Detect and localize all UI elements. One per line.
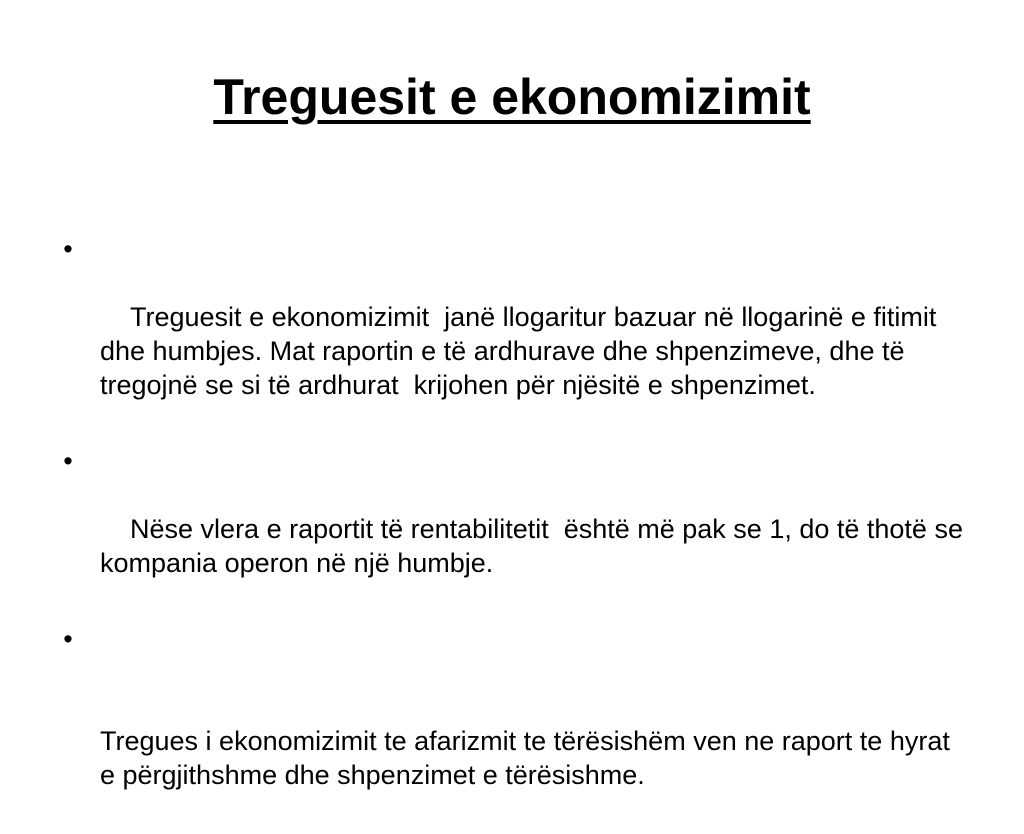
bullet-item [58,444,971,614]
bullet-icon: • [63,624,73,654]
bullet-item [58,232,968,436]
bullet-icon: • [63,234,73,264]
bullet-item [58,622,968,826]
bullet-list [58,232,971,834]
bullet-icon: • [63,446,73,476]
bullet-text: Treguesit e ekonomizimit janë llogaritur bazuar në llogarinë e fitimit dhe humbjes. Mat raportin e të ardhurave dhe shpenzimeve, dhe të tregojnë se si të ardhurat krijohen për njësitë e shpenzimet. [100,302,944,400]
bullet-text: Nëse vlera e raportit të rentabilitetit është më pak se 1, do të thotë se kompania operon në një humbje. [100,514,971,578]
bullet-text: Tregues i ekonomizimit te afarizmit te tërësishëm ven ne raport te hyrat e përgjithshme dhe shpenzimet e tërësishme. [100,726,958,790]
slide-title: Treguesit e ekonomizimit [213,69,811,125]
